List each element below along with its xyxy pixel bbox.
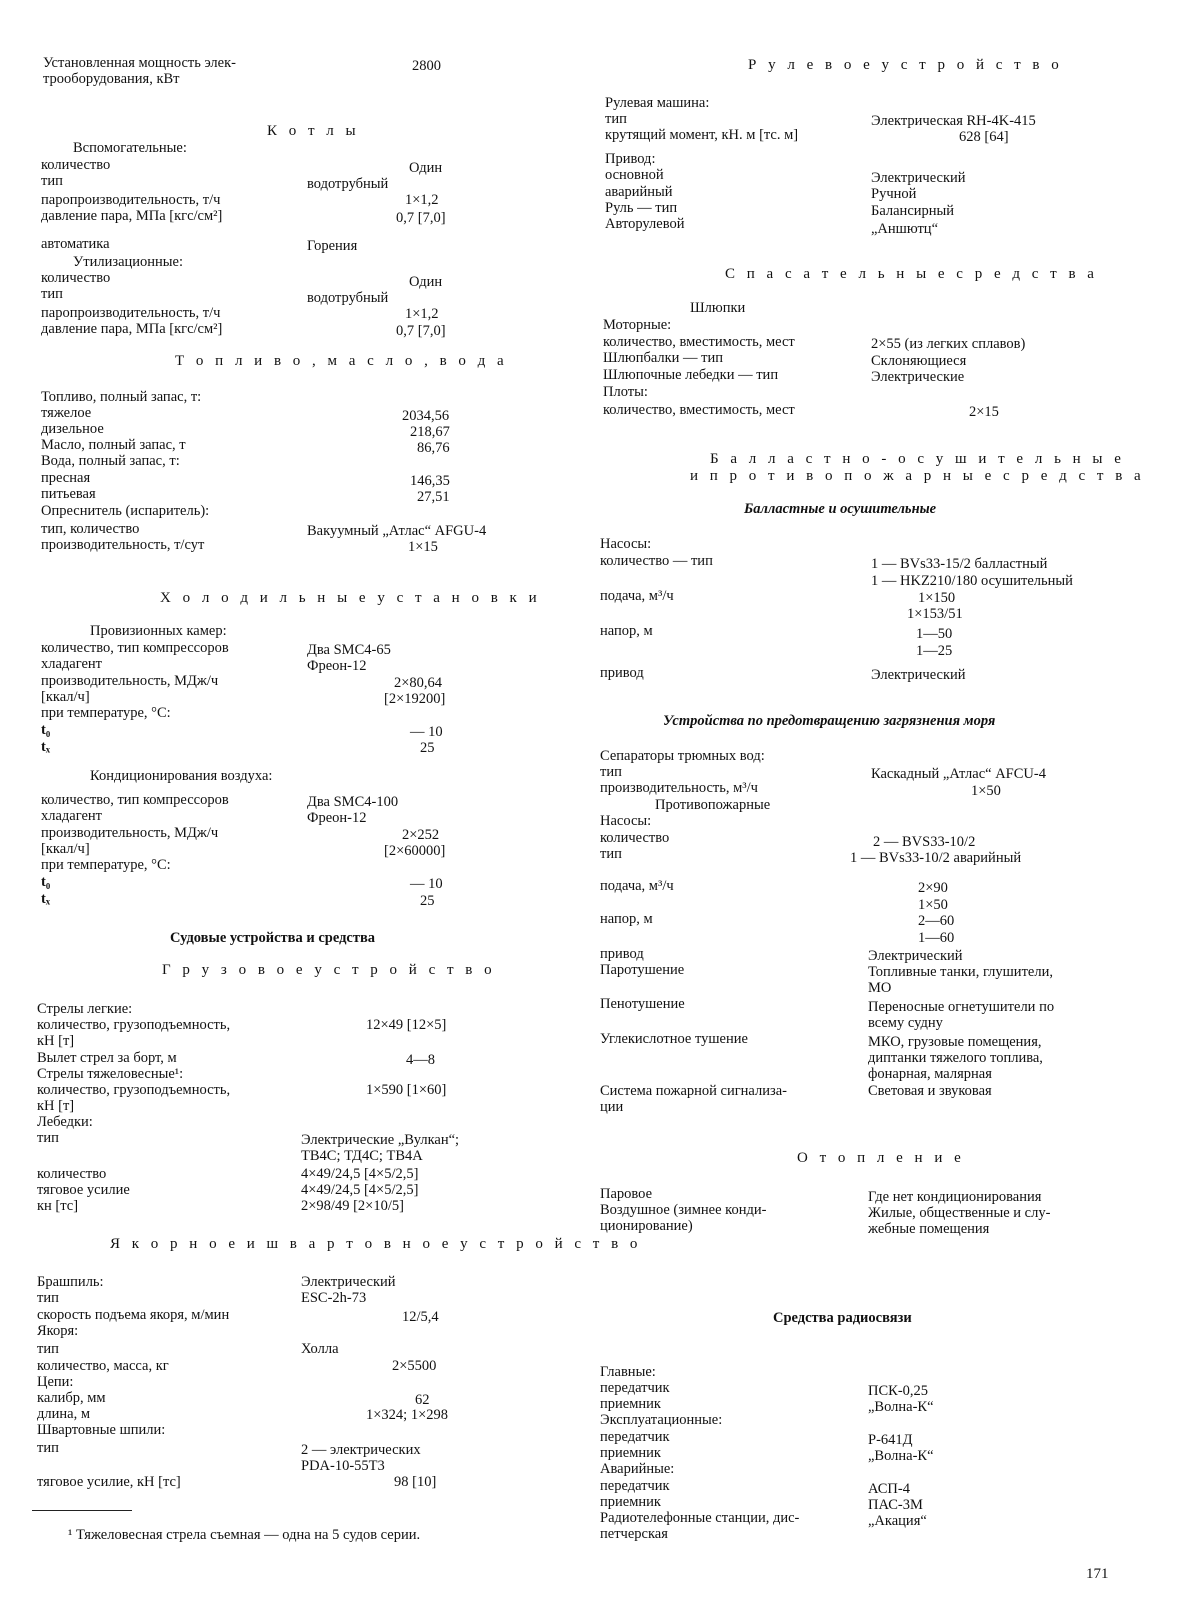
right-text-line: Радиотелефонные станции, дис- xyxy=(600,1510,800,1526)
right-text-line: 1—25 xyxy=(916,643,953,659)
left-text-line: тип xyxy=(41,286,63,302)
right-text-line: Моторные: xyxy=(603,317,672,333)
right-text-line: Р-641Д xyxy=(868,1432,913,1448)
right-text-line: 1 — BVs33-10/2 аварийный xyxy=(850,850,1022,866)
right-text-line: Электрическая RH-4K-415 xyxy=(871,113,1036,129)
right-text-line: МКО, грузовые помещения, xyxy=(868,1034,1042,1050)
right-text-line: 1—60 xyxy=(918,930,955,946)
left-text-line: 4×49/24,5 [4×5/2,5] xyxy=(301,1166,419,1182)
right-text-line: 2×15 xyxy=(969,404,999,420)
left-text-line: 0,7 [7,0] xyxy=(396,210,446,226)
left-text-line: трооборудования, кВт xyxy=(43,71,180,87)
left-text-line: 2034,56 xyxy=(402,408,450,424)
left-text-line: 27,51 xyxy=(417,489,450,505)
right-text-line: Световая и звуковая xyxy=(868,1083,992,1099)
right-text-line: Каскадный „Атлас“ AFCU-4 xyxy=(871,766,1046,782)
right-text-line: диптанки тяжелого топлива, xyxy=(868,1050,1043,1066)
left-text-line: количество, тип компрессоров xyxy=(41,640,229,656)
left-text-line: калибр, мм xyxy=(37,1390,106,1406)
right-text-line: Балластные и осушительные xyxy=(744,501,937,517)
left-text-line: кн [тс] xyxy=(37,1198,79,1214)
right-text-line: Рулевая машина: xyxy=(605,95,710,111)
left-text-line: 25 xyxy=(420,893,435,909)
left-text-line: водотрубный xyxy=(307,176,389,192)
right-text-line: Шлюпки xyxy=(690,300,746,316)
right-text-line: Переносные огнетушители по xyxy=(868,999,1055,1015)
right-text-line: Насосы: xyxy=(600,536,652,552)
left-text-line: давление пара, МПа [кгс/см²] xyxy=(41,208,223,224)
left-text-line: Два SMC4-100 xyxy=(307,794,399,810)
left-text-line: 2×80,64 xyxy=(394,675,443,691)
right-text-line: 1×50 xyxy=(971,783,1001,799)
right-text-line: „Аншютц“ xyxy=(871,221,939,237)
right-text-line: „Акация“ xyxy=(868,1513,927,1529)
left-text-line: t₀ xyxy=(41,874,51,890)
left-text-line: тип, количество xyxy=(41,521,140,537)
left-text-line: [ккал/ч] xyxy=(41,689,90,705)
left-text-line: хладагент xyxy=(41,808,103,824)
left-text-line: — 10 xyxy=(410,876,443,892)
left-text-line: 25 xyxy=(420,740,435,756)
left-text-line: тяговое усилие, кН [тс] xyxy=(37,1474,181,1490)
right-text-line: тип xyxy=(600,846,622,862)
right-text-line: и п р о т и в о п о ж а р н ы е с р е д с т в а xyxy=(690,468,1145,484)
left-text-line: Стрелы легкие: xyxy=(37,1001,133,1017)
right-text-line: 1 — HKZ210/180 осушительный xyxy=(871,573,1073,589)
left-text-line: 4—8 xyxy=(406,1052,435,1068)
right-text-line: Привод: xyxy=(605,151,656,167)
left-text-line: количество, масса, кг xyxy=(37,1358,169,1374)
right-text-line: Шлюпочные лебедки — тип xyxy=(603,367,779,383)
left-text-line: паропроизводительность, т/ч xyxy=(41,192,221,208)
left-text-line: водотрубный xyxy=(307,290,389,306)
right-text-line: Пенотушение xyxy=(600,996,685,1012)
right-text-line: ПАС-3М xyxy=(868,1497,923,1513)
right-text-line: Склоняющиеся xyxy=(871,353,967,369)
right-text-line: привод xyxy=(600,665,644,681)
left-text-line: кН [т] xyxy=(37,1033,75,1049)
left-text-line: Х о л о д и л ь н ы е у с т а н о в к и xyxy=(160,590,541,606)
right-text-line: напор, м xyxy=(600,911,653,927)
left-text-line: тяговое усилие xyxy=(37,1182,130,1198)
left-text-line: Т о п л и в о , м а с л о , в о д а xyxy=(175,353,508,369)
right-text-line: передатчик xyxy=(600,1478,670,1494)
left-text-line: 98 [10] xyxy=(394,1474,437,1490)
left-text-line: Два SMC4-65 xyxy=(307,642,391,658)
right-text-line: аварийный xyxy=(605,184,673,200)
left-text-line: производительность, т/сут xyxy=(41,537,205,553)
left-text-line: Один xyxy=(409,160,443,176)
left-text-line: Фреон-12 xyxy=(307,658,367,674)
right-text-line: 1×50 xyxy=(918,897,948,913)
left-text-line: [2×19200] xyxy=(384,691,446,707)
left-text-line: длина, м xyxy=(37,1406,90,1422)
right-text-line: Паротушение xyxy=(600,962,685,978)
left-text-line: количество, грузоподъемность, xyxy=(37,1082,231,1098)
left-text-line: ESC-2h-73 xyxy=(301,1290,367,1306)
left-text-line: Опреснитель (испаритель): xyxy=(41,503,210,519)
right-text-line: напор, м xyxy=(600,623,653,639)
right-text-line: ПСК-0,25 xyxy=(868,1383,929,1399)
right-text-line: Противопожарные xyxy=(655,797,771,813)
right-text-line: 1—50 xyxy=(916,626,953,642)
right-text-line: Шлюпбалки — тип xyxy=(603,350,724,366)
page-number: 171 xyxy=(1086,1566,1109,1582)
right-text-line: количество, вместимость, мест xyxy=(603,402,795,418)
left-text-line: 12×49 [12×5] xyxy=(366,1017,447,1033)
left-text-line: Кондиционирования воздуха: xyxy=(90,768,273,784)
left-text-line: tₓ xyxy=(41,891,50,907)
left-text-line: производительность, МДж/ч xyxy=(41,673,219,689)
left-text-line: Брашпиль: xyxy=(37,1274,104,1290)
right-text-line: крутящий момент, кН. м [тс. м] xyxy=(605,127,799,143)
right-text-line: Воздушное (зимнее конди- xyxy=(600,1202,767,1218)
left-text-line: производительность, МДж/ч xyxy=(41,825,219,841)
left-text-line: Топливо, полный запас, т: xyxy=(41,389,202,405)
left-text-line: 62 xyxy=(415,1392,430,1408)
left-text-line: Вакуумный „Атлас“ AFGU-4 xyxy=(307,523,487,539)
right-text-line: Электрический xyxy=(871,170,966,186)
right-text-line: Ручной xyxy=(871,186,917,202)
left-text-line: питьевая xyxy=(41,486,96,502)
left-text-line: Стрелы тяжеловесные¹: xyxy=(37,1066,184,1082)
right-text-line: Балансирный xyxy=(871,203,955,219)
right-text-line: жебные помещения xyxy=(868,1221,990,1237)
left-text-line: 2 — электрических xyxy=(301,1442,421,1458)
left-text-line: давление пара, МПа [кгс/см²] xyxy=(41,321,223,337)
left-text-line: тип xyxy=(37,1341,59,1357)
right-text-line: Топливные танки, глушители, xyxy=(868,964,1053,980)
left-text-line: тяжелое xyxy=(41,405,92,421)
left-text-line: количество, грузоподъемность, xyxy=(37,1017,231,1033)
left-text-line: 0,7 [7,0] xyxy=(396,323,446,339)
right-text-line: Электрические xyxy=(871,369,965,385)
left-text-line: Холла xyxy=(301,1341,339,1357)
right-text-line: 1×150 xyxy=(918,590,956,606)
right-text-line: Главные: xyxy=(600,1364,656,1380)
left-text-line: пресная xyxy=(41,470,91,486)
left-text-line: 218,67 xyxy=(410,424,450,440)
left-text-line: PDA-10-55Т3 xyxy=(301,1458,385,1474)
right-text-line: Аварийные: xyxy=(600,1461,675,1477)
right-text-line: Авторулевой xyxy=(605,216,685,232)
left-text-line: количество xyxy=(41,157,111,173)
right-text-line: всему судну xyxy=(868,1015,943,1031)
left-text-line: Один xyxy=(409,274,443,290)
left-text-line: Вода, полный запас, т: xyxy=(41,453,180,469)
left-text-line: количество xyxy=(37,1166,107,1182)
left-text-line: Я к о р н о е и ш в а р т о в н о е у с т р о й с т в о xyxy=(110,1236,642,1252)
right-text-line: МО xyxy=(868,980,892,996)
left-text-line: дизельное xyxy=(41,421,104,437)
left-text-line: Фреон-12 xyxy=(307,810,367,826)
left-text-line: Судовые устройства и средства xyxy=(170,930,376,946)
left-text-line: количество, тип компрессоров xyxy=(41,792,229,808)
right-text-line: Средства радиосвязи xyxy=(773,1310,912,1326)
right-text-line: Где нет кондиционирования xyxy=(868,1189,1042,1205)
right-text-line: фонарная, малярная xyxy=(868,1066,992,1082)
left-text-line: t₀ xyxy=(41,722,51,738)
right-text-line: тип xyxy=(600,764,622,780)
right-text-line: Эксплуатационные: xyxy=(600,1412,723,1428)
left-text-line: Провизионных камер: xyxy=(90,623,227,639)
left-text-line: Масло, полный запас, т xyxy=(41,437,186,453)
right-text-line: подача, м³/ч xyxy=(600,878,674,894)
right-text-line: АСП-4 xyxy=(868,1481,910,1497)
right-text-line: приемник xyxy=(600,1494,661,1510)
right-text-line: Электрический xyxy=(871,667,966,683)
right-text-line: количество, вместимость, мест xyxy=(603,334,795,350)
left-text-line: Электрический xyxy=(301,1274,396,1290)
right-text-line: Сепараторы трюмных вод: xyxy=(600,748,765,764)
left-text-line: 1×15 xyxy=(408,539,438,555)
left-text-line: Вспомогательные: xyxy=(73,140,187,156)
right-text-line: привод xyxy=(600,946,644,962)
right-text-line: передатчик xyxy=(600,1380,670,1396)
left-text-line: тип xyxy=(37,1290,59,1306)
left-text-line: ТВ4С; ТД4С; ТВ4А xyxy=(301,1148,423,1164)
left-text-line: 12/5,4 xyxy=(402,1309,439,1325)
left-text-line: хладагент xyxy=(41,656,103,672)
footnote-separator xyxy=(32,1510,132,1511)
left-text-line: при температуре, °С: xyxy=(41,857,171,873)
left-text-line: 1×324; 1×298 xyxy=(366,1407,449,1423)
right-text-line: ционирование) xyxy=(600,1218,693,1234)
left-text-line: 4×49/24,5 [4×5/2,5] xyxy=(301,1182,419,1198)
right-text-line: основной xyxy=(605,167,664,183)
left-text-line: Электрические „Вулкан“; xyxy=(301,1132,460,1148)
left-text-line: Вылет стрел за борт, м xyxy=(37,1050,177,1066)
right-text-line: Паровое xyxy=(600,1186,653,1202)
right-text-line: передатчик xyxy=(600,1429,670,1445)
right-text-line: Жилые, общественные и слу- xyxy=(868,1205,1051,1221)
right-text-line: 2×90 xyxy=(918,880,948,896)
right-text-line: О т о п л е н и е xyxy=(797,1150,965,1166)
left-text-line: 1×1,2 xyxy=(405,192,439,208)
right-text-line: подача, м³/ч xyxy=(600,588,674,604)
left-text-line: автоматика xyxy=(41,236,110,252)
left-text-line: Цепи: xyxy=(37,1374,74,1390)
left-text-line: тип xyxy=(37,1130,59,1146)
right-text-line: 628 [64] xyxy=(959,129,1009,145)
left-text-line: 2×98/49 [2×10/5] xyxy=(301,1198,404,1214)
right-text-line: Плоты: xyxy=(603,384,648,400)
right-text-line: 2—60 xyxy=(918,913,955,929)
left-text-line: 86,76 xyxy=(417,440,450,456)
right-text-line: Система пожарной сигнализа- xyxy=(600,1083,787,1099)
right-text-line: Б а л л а с т н о - о с у ш и т е л ь н ы е xyxy=(710,451,1125,467)
right-text-line: „Волна-К“ xyxy=(868,1448,934,1464)
right-text-line: 1×153/51 xyxy=(907,606,963,622)
right-text-line: Р у л е в о е у с т р о й с т в о xyxy=(748,57,1063,73)
left-text-line: 1×590 [1×60] xyxy=(366,1082,447,1098)
right-text-line: ции xyxy=(600,1099,624,1115)
right-text-line: 2×55 (из легких сплавов) xyxy=(871,336,1026,352)
left-text-line: [2×60000] xyxy=(384,843,446,859)
right-text-line: тип xyxy=(605,111,627,127)
right-text-line: Насосы: xyxy=(600,813,652,829)
left-text-line: [ккал/ч] xyxy=(41,841,90,857)
right-text-line: Руль — тип xyxy=(605,200,678,216)
right-text-line: „Волна-К“ xyxy=(868,1399,934,1415)
left-text-line: тип xyxy=(41,173,63,189)
left-text-line: скорость подъема якоря, м/мин xyxy=(37,1307,230,1323)
right-text-line: Устройства по предотвращению загрязнения моря xyxy=(663,713,996,729)
left-text-line: Лебедки: xyxy=(37,1114,93,1130)
left-text-line: при температуре, °С: xyxy=(41,705,171,721)
right-text-line: количество — тип xyxy=(600,553,713,569)
left-text-line: паропроизводительность, т/ч xyxy=(41,305,221,321)
left-text-line: Якоря: xyxy=(37,1323,79,1339)
left-text-line: 146,35 xyxy=(410,473,450,489)
left-text-line: ¹ Тяжеловесная стрела съемная — одна на 5 судов серии. xyxy=(68,1527,421,1543)
left-text-line: Горения xyxy=(307,238,358,254)
right-text-line: 2 — BVS33-10/2 xyxy=(873,834,976,850)
right-text-line: Электрический xyxy=(868,948,963,964)
left-text-line: Г р у з о в о е у с т р о й с т в о xyxy=(162,962,496,978)
left-text-line: кН [т] xyxy=(37,1098,75,1114)
left-text-line: 2800 xyxy=(412,58,441,74)
left-text-line: Установленная мощность элек- xyxy=(43,55,236,71)
right-text-line: Углекислотное тушение xyxy=(600,1031,748,1047)
right-text-line: С п а с а т е л ь н ы е с р е д с т в а xyxy=(725,266,1098,282)
left-text-line: — 10 xyxy=(410,724,443,740)
right-text-line: приемник xyxy=(600,1396,661,1412)
left-text-line: Утилизационные: xyxy=(73,254,184,270)
left-text-line: К о т л ы xyxy=(267,123,360,139)
left-text-line: 2×5500 xyxy=(392,1358,437,1374)
right-text-line: приемник xyxy=(600,1445,661,1461)
right-text-line: 1 — BVs33-15/2 балластный xyxy=(871,556,1048,572)
left-text-line: Швартовные шпили: xyxy=(37,1422,166,1438)
left-text-line: tₓ xyxy=(41,739,50,755)
left-text-line: 2×252 xyxy=(402,827,440,843)
left-text-line: тип xyxy=(37,1440,59,1456)
left-text-line: количество xyxy=(41,270,111,286)
right-text-line: производительность, м³/ч xyxy=(600,780,758,796)
right-text-line: количество xyxy=(600,830,670,846)
right-text-line: петчерская xyxy=(600,1526,668,1542)
left-text-line: 1×1,2 xyxy=(405,306,439,322)
